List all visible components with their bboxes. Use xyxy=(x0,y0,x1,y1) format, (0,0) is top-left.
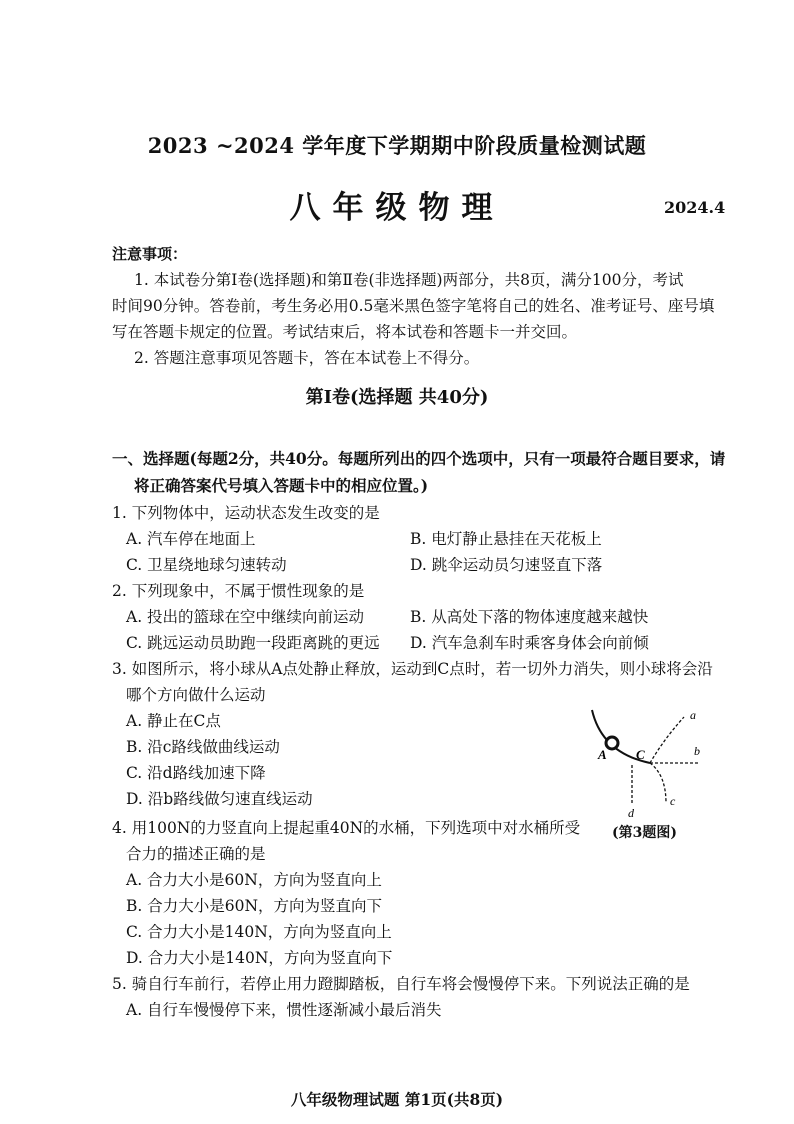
question-1-option-c: C. 卫星绕地球匀速转动 xyxy=(126,556,287,574)
path-c-curve xyxy=(650,763,666,803)
question-4-option-c: C. 合力大小是140N，方向为竖直向上 xyxy=(126,923,392,941)
question-1-option-b: B. 电灯静止悬挂在天花板上 xyxy=(410,530,602,548)
question-4-stem-line-2: 合力的描述正确的是 xyxy=(126,845,266,863)
notice-item-1-line-1: 1. 本试卷分第Ⅰ卷(选择题)和第Ⅱ卷(非选择题)两部分，共8页，满分100分，考试 xyxy=(134,271,684,289)
question-3-option-c: C. 沿d路线加速下降 xyxy=(126,764,266,782)
question-4-option-a: A. 合力大小是60N，方向为竖直向上 xyxy=(126,871,382,889)
question-3-figure xyxy=(586,705,716,830)
question-1-option-a: A. 汽车停在地面上 xyxy=(126,530,256,548)
label-point-c: C xyxy=(636,747,645,762)
question-4-option-b: B. 合力大小是60N，方向为竖直向下 xyxy=(126,897,383,915)
question-3-option-d: D. 沿b路线做匀速直线运动 xyxy=(126,790,313,808)
question-2-option-a: A. 投出的篮球在空中继续向前运动 xyxy=(126,608,365,626)
question-1-option-d: D. 跳伞运动员匀速竖直下落 xyxy=(410,556,603,574)
exam-date: 2024.4 xyxy=(664,198,726,217)
question-4-stem-line-1: 4. 用100N的力竖直向上提起重40N的水桶，下列选项中对水桶所受 xyxy=(112,819,581,837)
question-3-option-b: B. 沿c路线做曲线运动 xyxy=(126,738,280,756)
question-3-stem-line-2: 哪个方向做什么运动 xyxy=(126,686,266,704)
question-2-option-b: B. 从高处下落的物体速度越来越快 xyxy=(410,608,649,626)
question-3-stem-line-1: 3. 如图所示，将小球从A点处静止释放，运动到C点时，若一切外力消失，则小球将会沿 xyxy=(112,660,713,678)
question-5-option-a: A. 自行车慢慢停下来，惯性逐渐减小最后消失 xyxy=(126,1001,442,1019)
label-path-b: b xyxy=(694,744,700,758)
notice-item-1-line-2: 时间90分钟。答卷前，考生务必用0.5毫米黑色签字笔将自己的姓名、准考证号、座号填 xyxy=(112,297,715,315)
question-2-option-d: D. 汽车急刹车时乘客身体会向前倾 xyxy=(410,634,649,652)
path-a-curve xyxy=(650,717,684,763)
notice-item-2: 2. 答题注意事项见答题卡，答在本试卷上不得分。 xyxy=(134,349,480,367)
exam-title: 2023 ~2024 学年度下学期期中阶段质量检测试题 xyxy=(147,133,647,158)
label-path-d: d xyxy=(628,806,634,820)
notice-heading: 注意事项： xyxy=(112,245,188,263)
label-point-a: A xyxy=(598,747,607,762)
part-instructions-line-2: 将正确答案代号填入答题卡中的相应位置。) xyxy=(134,476,429,495)
ball-icon xyxy=(606,737,618,749)
question-3-option-a: A. 静止在C点 xyxy=(126,712,221,730)
part-instructions-line-1: 一、选择题(每题2分，共40分。每题所列出的四个选项中，只有一项最符合题目要求，请 xyxy=(112,449,726,468)
question-3-figure-caption: (第3题图) xyxy=(612,825,677,841)
subject-title: 八年级物理 xyxy=(289,190,505,226)
section-title: 第Ⅰ卷(选择题 共40分) xyxy=(305,387,489,408)
page-footer: 八年级物理试题 第1页(共8页) xyxy=(290,1090,504,1109)
question-2-stem: 2. 下列现象中，不属于惯性现象的是 xyxy=(112,582,365,600)
question-5-stem: 5. 骑自行车前行，若停止用力蹬脚踏板，自行车将会慢慢停下来。下列说法正确的是 xyxy=(112,975,690,993)
question-4-option-d: D. 合力大小是140N，方向为竖直向下 xyxy=(126,949,393,967)
label-path-a: a xyxy=(690,708,696,722)
label-path-c: c xyxy=(670,794,676,808)
question-2-option-c: C. 跳远运动员助跑一段距离跳的更远 xyxy=(126,634,380,652)
notice-item-1-line-3: 写在答题卡规定的位置。考试结束后，将本试卷和答题卡一并交回。 xyxy=(112,323,578,341)
question-1-stem: 1. 下列物体中，运动状态发生改变的是 xyxy=(112,504,380,522)
